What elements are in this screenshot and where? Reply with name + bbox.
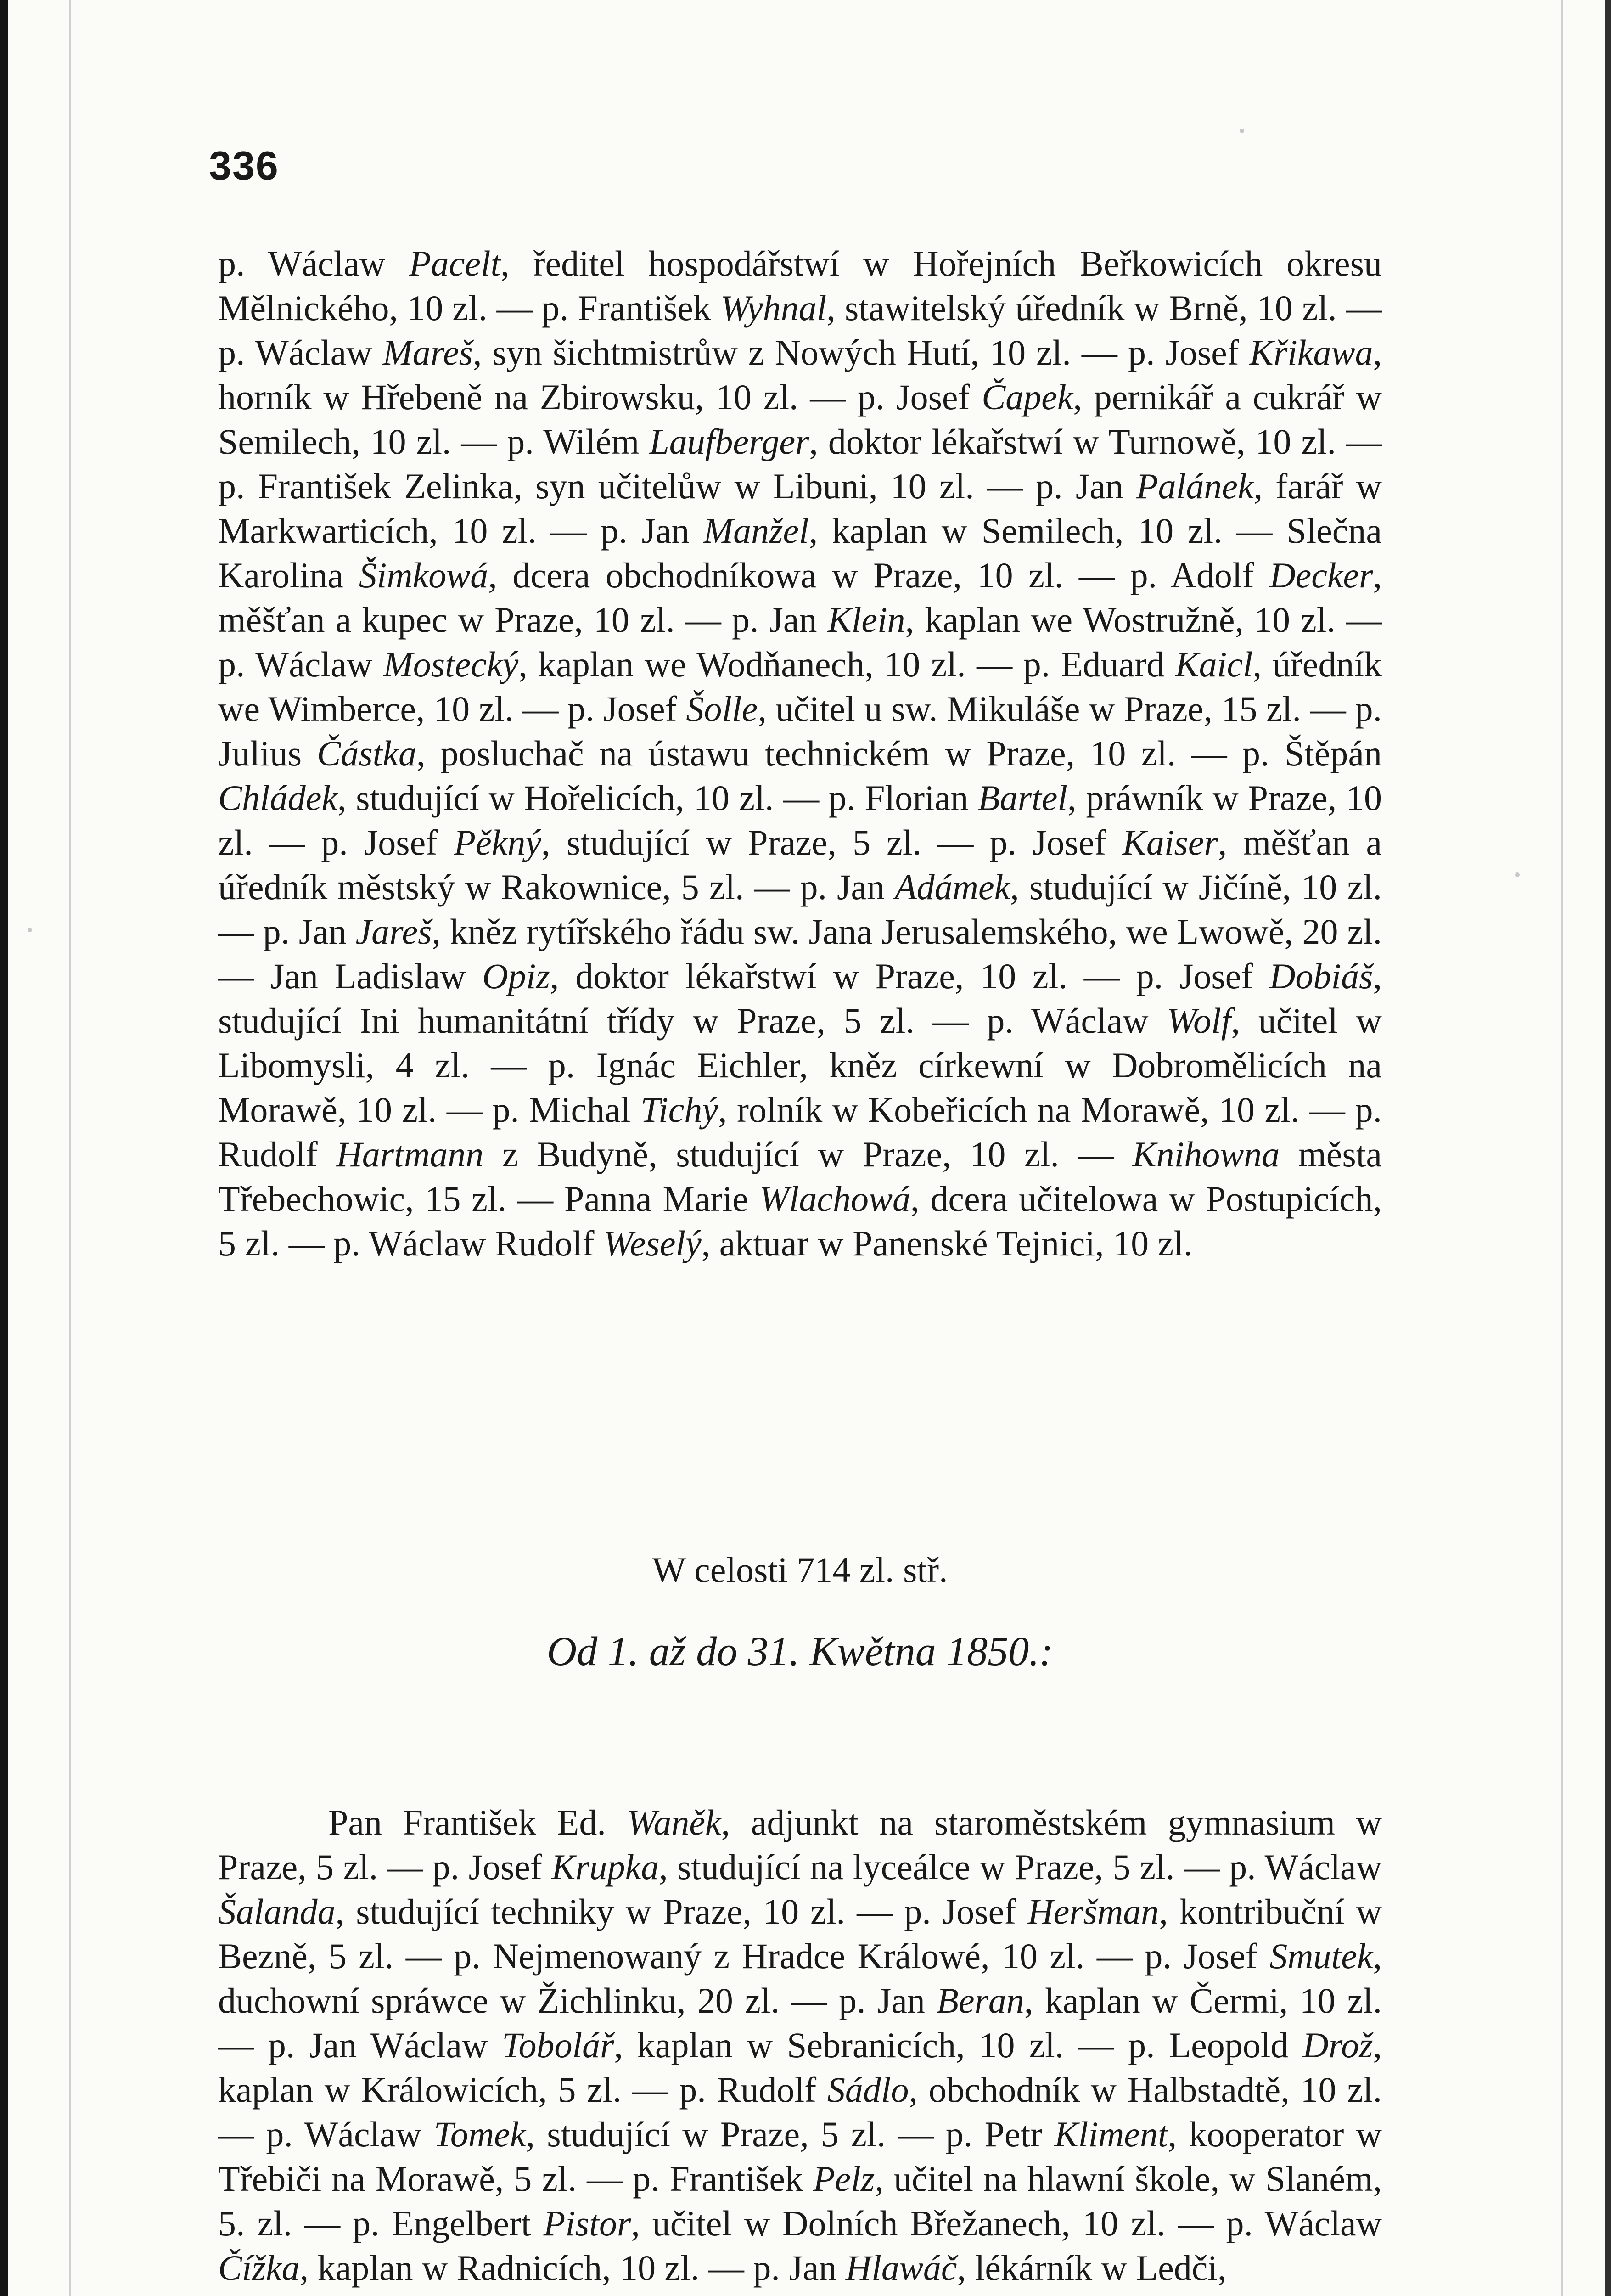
text-run: , studující w Hořelicích, 10 zl. — p. Florian [337, 778, 978, 818]
person-name: Tomek [433, 2114, 526, 2154]
text-run: , kaplan w Semilech, 10 zl. — Slečna Karolina [218, 511, 1382, 595]
text-run: , posluchač na ústawu technickém w Praze, 10 zl. — p. Štěpán [416, 733, 1382, 773]
person-name: Částka [317, 733, 416, 773]
person-name: Tobolář [502, 2025, 614, 2065]
person-name: Wyhnal [720, 288, 827, 328]
text-run: , studující w Praze, 5 zl. — p. Josef [541, 822, 1123, 862]
person-name: Drož [1302, 2025, 1373, 2065]
text-run: , studující na lyceálce w Praze, 5 zl. — p. Wáclaw [659, 1847, 1382, 1887]
person-name: Smutek [1269, 1936, 1373, 1976]
text-run: , dcera obchodníkowa w Praze, 10 zl. — p. Adolf [488, 555, 1270, 595]
person-name: Palánek [1136, 466, 1254, 506]
text-run: Pan František Ed. [328, 1802, 627, 1842]
scan-speck [1515, 872, 1520, 877]
person-name: Pacelt [409, 243, 501, 283]
text-run: , kaplan we Wostružně, 10 zl. — p. Wáclaw [218, 600, 1382, 684]
person-name: Weselý [603, 1223, 702, 1263]
scan-left-edge [0, 0, 8, 2296]
text-run: , kněz rytířského řádu sw. Jana Jerusalemského, we Lwowě, 20 zl. — Jan Ladislaw [218, 912, 1382, 996]
person-name: Hartmann [336, 1134, 484, 1174]
person-name: Beran [937, 1981, 1024, 2020]
person-name: Pěkný [454, 822, 541, 862]
person-name: Klein [827, 600, 905, 640]
person-name: Sádlo [827, 2070, 909, 2110]
text-run: , měšťan a kupec w Praze, 10 zl. — p. Jan [218, 555, 1382, 640]
person-name: Bartel [978, 778, 1068, 818]
paragraph-donations-may [218, 1800, 1382, 2290]
text-run: , doktor lékařstwí w Praze, 10 zl. — p. Josef [550, 956, 1270, 996]
person-name: Šolle [686, 689, 758, 729]
text-run: , horník w Hřebeně na Zbirowsku, 10 zl. — p. Josef [218, 332, 1382, 417]
text-run: , kooperator w Třebiči na Morawě, 5 zl. — p. František [218, 2114, 1382, 2199]
text-run: , kaplan w Sebranicích, 10 zl. — p. Leopold [614, 2025, 1303, 2065]
scan-right-edge [1605, 0, 1611, 2296]
text-run: , úředník we Wimberce, 10 zl. — p. Josef [218, 644, 1382, 729]
person-name: Kliment [1054, 2114, 1168, 2154]
person-name: Šalanda [218, 1891, 336, 1931]
person-name: Manžel [703, 511, 809, 551]
section-heading: Od 1. až do 31. Kwětna 1850.: [547, 1629, 1053, 1674]
person-name: Waněk [627, 1802, 721, 1842]
text-run: , aktuar w Panenské Tejnici, 10 zl. [701, 1223, 1193, 1263]
person-name: Mareš [382, 332, 473, 372]
person-name: Krupka [551, 1847, 659, 1887]
text-run: z Budyně, studující w Praze, 10 zl. — [483, 1134, 1133, 1174]
person-name: Opiz [482, 956, 550, 996]
text-run: , měšťan a úředník městský w Rakownice, 5 zl. — p. Jan [218, 822, 1382, 907]
text-run: , studující Ini humanitátní třídy w Praze, 5 zl. — p. Wáclaw [218, 956, 1382, 1041]
person-name: Dobiáš [1269, 956, 1373, 996]
text-run: , lékárník w Ledči, [957, 2248, 1227, 2288]
person-name: Decker [1269, 555, 1373, 595]
person-name: Tichý [640, 1090, 718, 1130]
text-run: , studující techniky w Praze, 10 zl. — p. Josef [335, 1891, 1028, 1931]
text-run: , učitel w Dolních Břežanech, 10 zl. — p. Wáclaw [631, 2203, 1382, 2243]
person-name: Wlachowá [759, 1179, 910, 1219]
text-run: , rolník w Kobeřicích na Morawě, 10 zl. — p. Rudolf [218, 1090, 1382, 1174]
text-run: , kaplan w Radnicích, 10 zl. — p. Jan [299, 2248, 846, 2288]
person-name: Čížka [218, 2248, 300, 2288]
text-run: , farář w Markwarticích, 10 zl. — p. Jan [218, 466, 1382, 551]
scan-border-line [69, 0, 71, 2296]
person-name: Pelz [813, 2159, 875, 2199]
person-name: Kaicl [1175, 644, 1253, 684]
person-name: Kaiser [1122, 822, 1218, 862]
text-run: , práwník w Praze, 10 zl. — p. Josef [218, 778, 1382, 862]
text-run: , učitel w Libomysli, 4 zl. — p. Ignác Eichler, kněz církewní w Dobromělicích na Morawě, 10 zl. — p. Michal [218, 1001, 1382, 1130]
text-run: města Třebechowic, 15 zl. — Panna Marie [218, 1134, 1382, 1219]
person-name: Wolf [1167, 1001, 1231, 1041]
text-run: , kontribuční w Bezně, 5 zl. — p. Nejmenowaný z Hradce Králowé, 10 zl. — p. Josef [218, 1891, 1382, 1976]
text-run: , učitel na hlawní škole, w Slaném, 5. zl. — p. Engelbert [218, 2159, 1382, 2243]
text-run: , stawitelský úředník w Brně, 10 zl. — p. Wáclaw [218, 288, 1382, 372]
person-name: Heršman [1027, 1891, 1159, 1931]
text-run: , kaplan w Čermi, 10 zl. — p. Jan Wáclaw [218, 1981, 1382, 2065]
person-name: Křikawa [1249, 332, 1373, 372]
scan-speck [1240, 129, 1244, 133]
person-name: Chládek [218, 778, 337, 818]
person-name: Šimkowá [359, 555, 488, 595]
page-number: 336 [209, 143, 279, 188]
text-run: p. Wáclaw [218, 243, 410, 283]
text-run: , obchodník w Halbstadtě, 10 zl. — p. Wáclaw [218, 2070, 1382, 2154]
person-name: Knihowna [1132, 1134, 1280, 1174]
text-run: , studující w Jičíně, 10 zl. — p. Jan [218, 867, 1382, 951]
scan-speck [28, 928, 32, 932]
text-run: , studující w Praze, 5 zl. — p. Petr [526, 2114, 1055, 2154]
scan-border-line [1561, 0, 1563, 2296]
paragraph-donations-april [218, 241, 1382, 1266]
text-run: , doktor lékařstwí w Turnowě, 10 zl. — p. František Zelinka, syn učitelůw w Libuni, 10 zl. — p. Jan [218, 422, 1382, 506]
person-name: Laufberger [649, 422, 809, 461]
text-run: , syn šichtmistrůw z Nowých Hutí, 10 zl. — p. Josef [473, 332, 1250, 372]
person-name: Čapek [982, 377, 1073, 417]
text-run: , dcera učitelowa w Postupicích, 5 zl. — p. Wáclaw Rudolf [218, 1179, 1382, 1263]
text-run: , duchowní spráwce w Žichlinku, 20 zl. — p. Jan [218, 1936, 1382, 2020]
text-run: , ředitel hospodářstwí w Hořejních Beřkowicích okresu Mělnického, 10 zl. — p. František [218, 243, 1382, 328]
text-run: , adjunkt na staroměstském gymnasium w Praze, 5 zl. — p. Josef [218, 1802, 1382, 1887]
text-run: , pernikář a cukrář w Semilech, 10 zl. — p. Wilém [218, 377, 1382, 461]
person-name: Mostecký [383, 644, 519, 684]
person-name: Hlawáč [845, 2248, 957, 2288]
text-run: , učitel u sw. Mikuláše w Praze, 15 zl. — p. Julius [218, 689, 1382, 773]
person-name: Jareš [355, 912, 432, 951]
text-run: , kaplan we Wodňanech, 10 zl. — p. Eduard [518, 644, 1175, 684]
text-run: , kaplan w Králowicích, 5 zl. — p. Rudolf [218, 2025, 1382, 2110]
total-sum: W celosti 714 zl. stř. [652, 1550, 948, 1590]
person-name: Pistor [543, 2203, 631, 2243]
person-name: Adámek [895, 867, 1010, 907]
